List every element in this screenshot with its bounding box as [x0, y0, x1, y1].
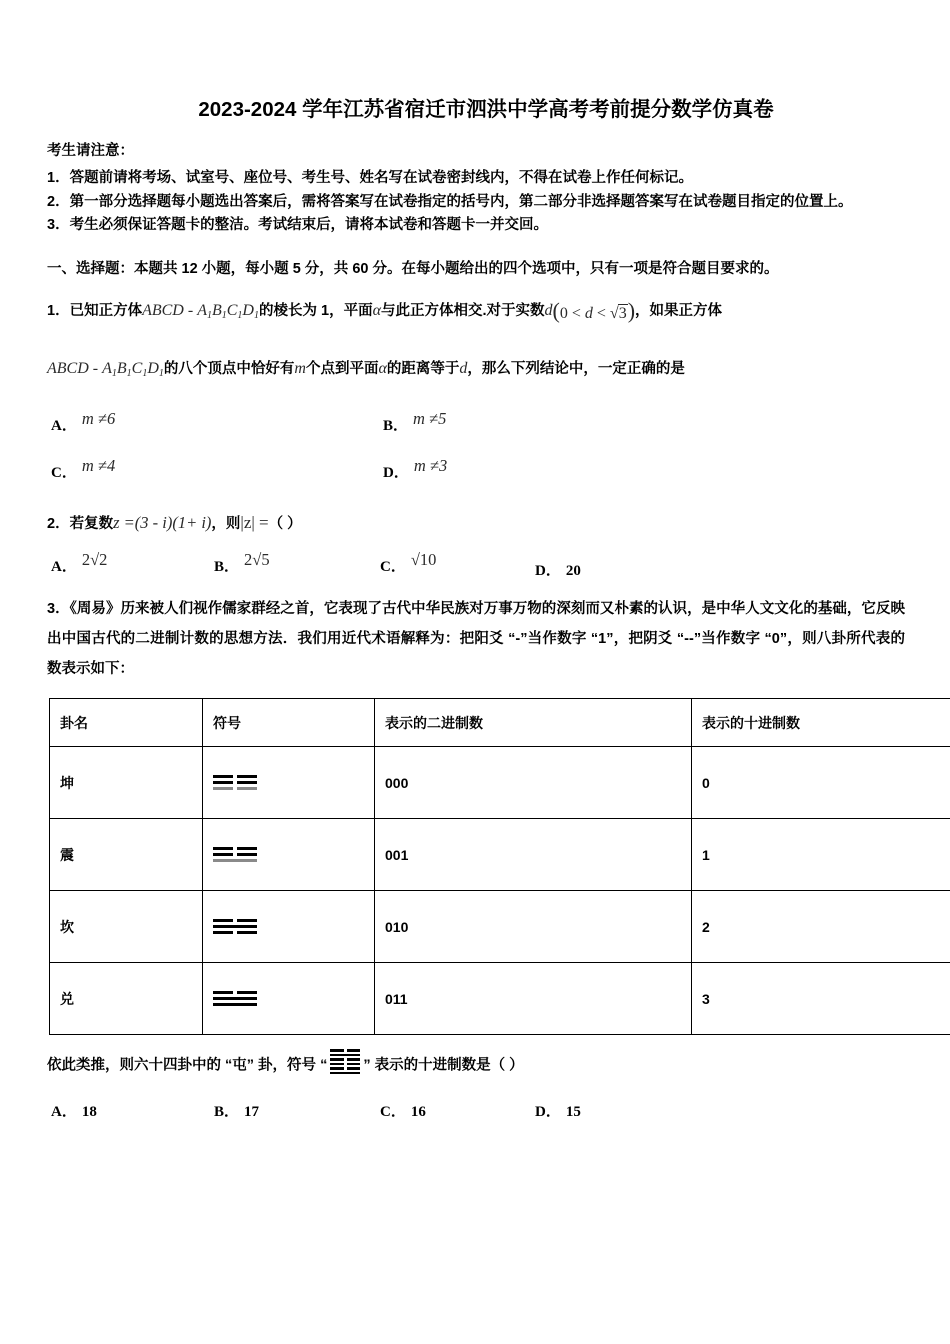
q2-option-d[interactable]: D． 20	[535, 563, 581, 580]
trigram-icon	[213, 770, 257, 795]
question-2-text-b: ，则	[211, 515, 241, 532]
question-2	[47, 507, 905, 539]
q2-option-c[interactable]: C． √10	[380, 550, 437, 576]
cell-trigram-symbol	[203, 891, 375, 963]
q1-alpha-2: α	[378, 359, 387, 377]
notice-heading: 考生请注意：	[47, 142, 134, 159]
q3-option-d[interactable]: D． 15	[535, 1104, 581, 1121]
cell-gua-name: 震	[50, 819, 203, 891]
trigram-icon	[213, 986, 257, 1011]
trigram-icon	[213, 842, 257, 867]
question-2-text-a: 若复数	[69, 515, 114, 532]
table-row	[50, 747, 950, 819]
table-header-row	[50, 699, 950, 747]
notice-item-3: 3．考生必须保证答题卡的整洁。考试结束后，请将本试卷和答题卡一并交回。	[47, 217, 549, 234]
question-1-line2	[47, 354, 905, 384]
col-header-symbol: 符号	[203, 699, 375, 747]
cell-decimal: 1	[692, 819, 950, 891]
q1-d-symbol-2: d	[459, 359, 468, 377]
question-1-line2-d: ，那么下列结论中，一定正确的是	[467, 360, 685, 377]
cell-trigram-symbol	[203, 963, 375, 1035]
question-1-text-a: 已知正方体	[69, 302, 143, 319]
cell-gua-name: 坎	[50, 891, 203, 963]
question-2-options	[47, 551, 905, 585]
cell-trigram-symbol	[203, 819, 375, 891]
cell-trigram-symbol	[203, 747, 375, 819]
notice-block	[47, 142, 905, 238]
q1-d-symbol: d	[544, 301, 553, 319]
question-3-tail-before: 依此类推，则六十四卦中的 “屯” 卦，符号 “	[47, 1057, 328, 1074]
q3-option-a[interactable]: A． 18	[51, 1104, 97, 1121]
cell-binary: 011	[375, 963, 692, 1035]
cell-binary: 001	[375, 819, 692, 891]
trigram-icon	[213, 914, 257, 939]
cell-decimal: 0	[692, 747, 950, 819]
question-1-number: 1．	[47, 302, 70, 319]
q1-m-symbol: m	[294, 359, 306, 377]
table-row	[50, 891, 950, 963]
q1-option-d[interactable]: D． m ≠3	[383, 455, 448, 481]
hexagram-tun-icon	[330, 1047, 360, 1076]
cell-gua-name: 兑	[50, 963, 203, 1035]
question-3-number: 3．	[47, 601, 70, 618]
question-3-options	[47, 1096, 905, 1130]
bagua-table	[49, 698, 950, 1035]
question-1-text-b: 的棱长为 1，平面	[258, 302, 373, 319]
question-1-line2-c: 的距离等于	[386, 360, 460, 377]
cell-decimal: 2	[692, 891, 950, 963]
notice-item-2: 2．第一部分选择题每小题选出答案后，需将答案写在试卷指定的括号内，第二部分非选择题答案写在试卷题目指定的位置上。	[47, 193, 853, 210]
q1-d-range: (0 < d < √3)	[552, 297, 636, 323]
question-3	[47, 595, 905, 684]
q1-cube-abcd-2: ABCD - $A_1B_1C_1D_1$	[47, 359, 164, 379]
question-1-line2-a: 的八个顶点中恰好有	[163, 360, 295, 377]
section-heading: 一、选择题：本题共 12 小题，每小题 5 分，共 60 分。在每小题给出的四个选项中，只有一项是符合题目要求的。	[47, 260, 779, 277]
q1-option-b[interactable]: B． m ≠5	[383, 408, 447, 434]
page-title: 2023-2024 学年江苏省宿迁市泗洪中学高考考前提分数学仿真卷	[198, 98, 774, 121]
notice-item-1: 1．答题前请将考场、试室号、座位号、考生号、姓名写在试卷密封线内，不得在试卷上作任何标记。	[47, 170, 694, 187]
q2-expression: z =(3 - i)(1+ i)	[113, 512, 212, 532]
cell-binary: 000	[375, 747, 692, 819]
cell-gua-name: 坤	[50, 747, 203, 819]
q1-option-c[interactable]: C． m ≠4	[51, 455, 116, 481]
q2-option-b[interactable]: B． 2√5	[214, 550, 270, 576]
q1-alpha-1: α	[372, 301, 381, 319]
question-1-line2-b: 个点到平面	[305, 360, 379, 377]
question-3-tail	[47, 1051, 905, 1080]
table-row	[50, 819, 950, 891]
question-1-options-row-2	[47, 451, 905, 497]
question-2-tail: （ ）	[268, 515, 302, 532]
q1-option-a[interactable]: A． m ≠6	[51, 408, 116, 434]
cell-binary: 010	[375, 891, 692, 963]
cell-decimal: 3	[692, 963, 950, 1035]
question-1	[47, 290, 905, 332]
col-header-name: 卦名	[50, 699, 203, 747]
col-header-decimal: 表示的十进制数	[692, 699, 950, 747]
question-1-options-row-1	[47, 402, 905, 451]
table-row	[50, 963, 950, 1035]
question-2-number: 2．	[47, 515, 70, 532]
question-1-text-d: ，如果正方体	[635, 302, 723, 319]
question-3-tail-after: ” 表示的十进制数是（ ）	[363, 1057, 524, 1074]
q3-option-c[interactable]: C． 16	[380, 1104, 426, 1121]
q2-option-a[interactable]: A． 2√2	[51, 550, 108, 576]
col-header-binary: 表示的二进制数	[375, 699, 692, 747]
question-1-text-c: 与此正方体相交.对于实数	[380, 302, 545, 319]
q3-option-b[interactable]: B． 17	[214, 1104, 260, 1121]
q2-modulus: |z| =	[240, 512, 269, 532]
question-3-paragraph: 《周易》历来被人们视作儒家群经之首，它表现了古代中华民族对万事万物的深刻而又朴素的认识，是中华人文文化的基础，它反映出中国古代的二进制计数的思想方法．我们用近代术语解释为：把阳爻 “-”当作数字 “1”，把阴爻 “--”当作数字 “0”，则八卦所代表的数表示如下：	[47, 601, 905, 677]
q1-cube-abcd: ABCD - $A_1B_1C_1D_1$	[142, 301, 259, 321]
